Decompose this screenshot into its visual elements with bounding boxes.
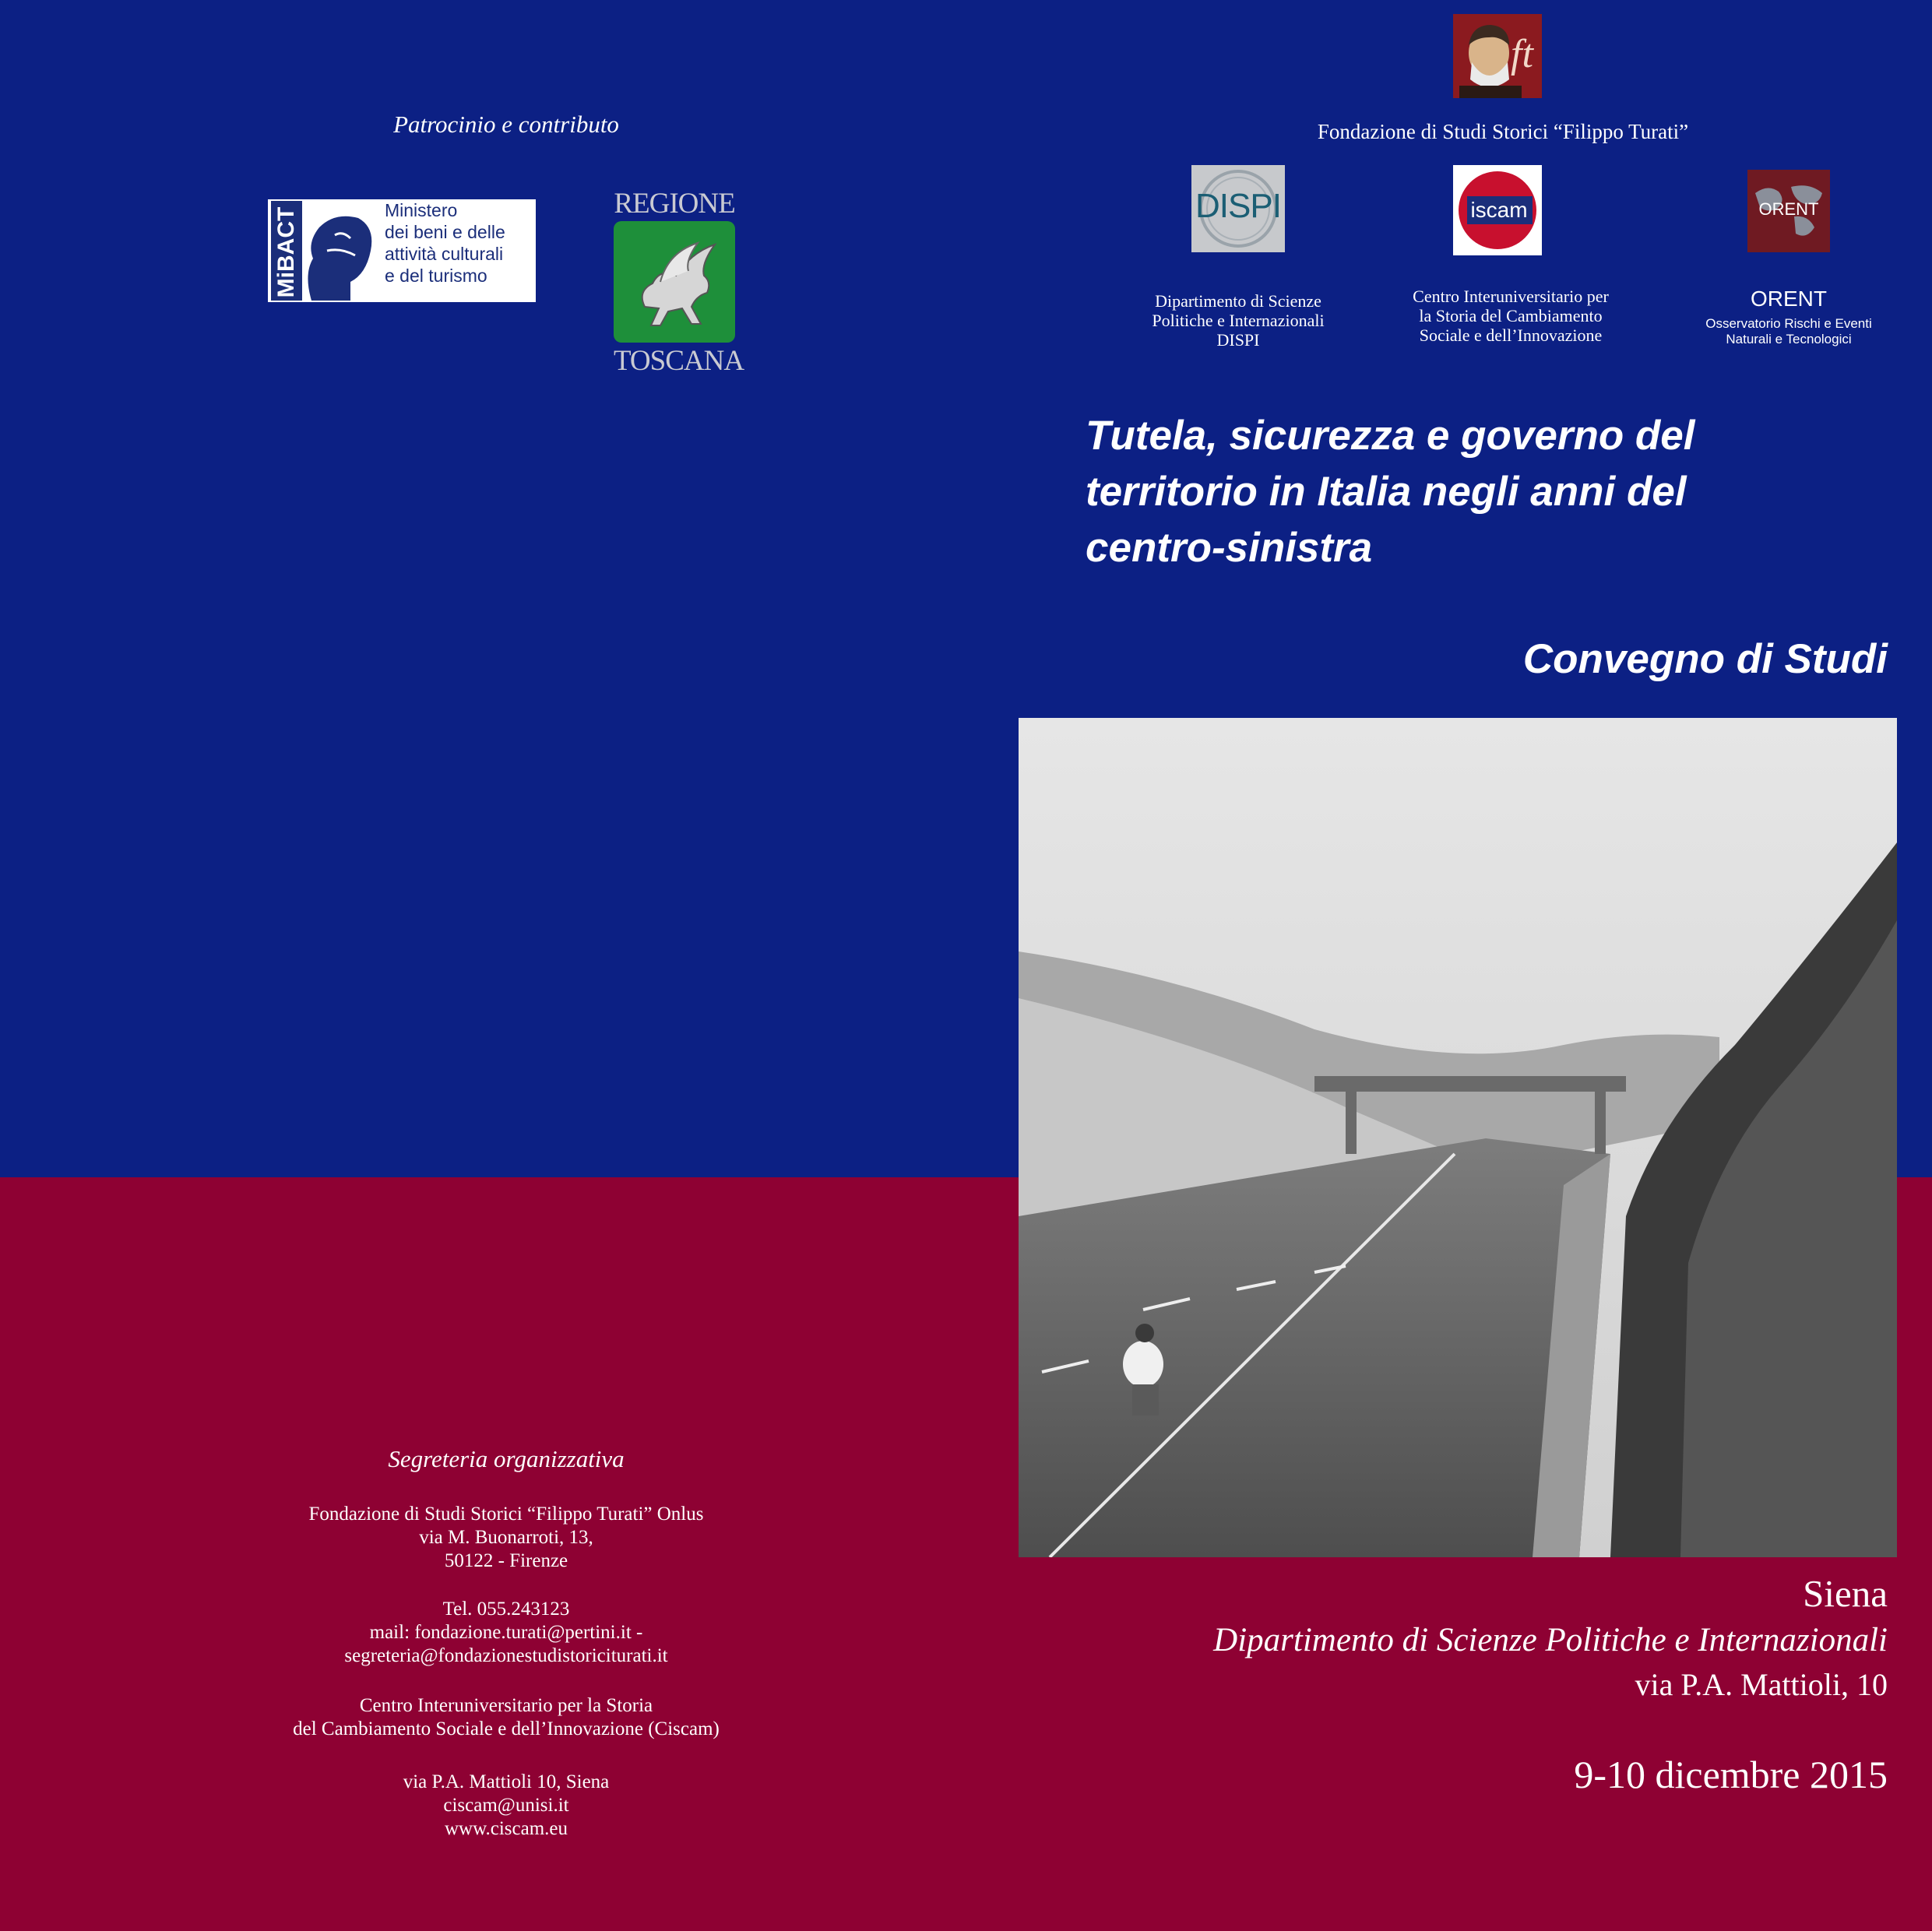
statue-icon bbox=[304, 204, 383, 301]
ciscam-contacts: via P.A. Mattioli 10, Siena ciscam@unisi.it www.ciscam.eu bbox=[403, 1771, 610, 1839]
segreteria-title: Segreteria organizzativa bbox=[388, 1445, 625, 1472]
mibact-name: Ministero dei beni e delle attività culturali e del turismo bbox=[385, 200, 505, 286]
pegasus-icon bbox=[614, 221, 735, 343]
orent-logo-text: ORENT bbox=[1758, 199, 1819, 219]
highway-photo bbox=[1019, 718, 1897, 1557]
segreteria-contacts: Tel. 055.243123 mail: fondazione.turati@pertini.it - segreteria@fondazionestudistoriciturati.it bbox=[344, 1599, 668, 1666]
segreteria-address: Fondazione di Studi Storici “Filippo Turati” Onlus via M. Buonarroti, 13, 50122 - Firenze bbox=[308, 1504, 704, 1571]
mibact-logo bbox=[268, 199, 536, 302]
venue-department: Dipartimento di Scienze Politiche e Internazionali bbox=[1213, 1622, 1888, 1658]
highway-scene-image bbox=[1019, 718, 1897, 1557]
venue-city: Siena bbox=[1803, 1572, 1888, 1615]
turati-foundation-name: Fondazione di Studi Storici “Filippo Turati” bbox=[1317, 120, 1689, 143]
ciscam-logo-text: iscam bbox=[1470, 198, 1528, 222]
event-date: 9-10 dicembre 2015 bbox=[1574, 1753, 1888, 1796]
regione-label: REGIONE bbox=[614, 188, 735, 220]
conference-subtitle: Convegno di Studi bbox=[1522, 636, 1888, 682]
dispi-logo-text: DISPI bbox=[1195, 187, 1281, 225]
patrocinio-label: Patrocinio e contributo bbox=[393, 111, 619, 138]
venue-address: via P.A. Mattioli, 10 bbox=[1635, 1667, 1888, 1702]
orent-subtitle: Osservatorio Rischi e Eventi Naturali e Tecnologici bbox=[1705, 316, 1872, 346]
toscana-label: TOSCANA bbox=[614, 345, 744, 377]
turati-logo bbox=[1453, 14, 1542, 98]
dispi-caption: Dipartimento di Scienze Politiche e Internazionali DISPI bbox=[1152, 291, 1325, 350]
mibact-acronym: MiBACT bbox=[273, 206, 299, 298]
orent-title: ORENT bbox=[1751, 287, 1827, 311]
turati-monogram: ft bbox=[1511, 32, 1533, 76]
orent-logo bbox=[1747, 170, 1830, 252]
conference-title: Tutela, sicurezza e governo del territorio in Italia negli anni del centro-sinistra bbox=[1086, 413, 1695, 571]
regione-toscana-logo bbox=[614, 221, 735, 343]
ciscam-caption: Centro Interuniversitario per la Storia del Cambiamento Sociale e dell’Innovazione bbox=[1413, 287, 1609, 345]
dispi-logo bbox=[1191, 165, 1285, 252]
ciscam-logo bbox=[1453, 165, 1542, 255]
ciscam-full-name: Centro Interuniversitario per la Storia del Cambiamento Sociale e dell’Innovazione (Ciscam) bbox=[293, 1695, 720, 1739]
